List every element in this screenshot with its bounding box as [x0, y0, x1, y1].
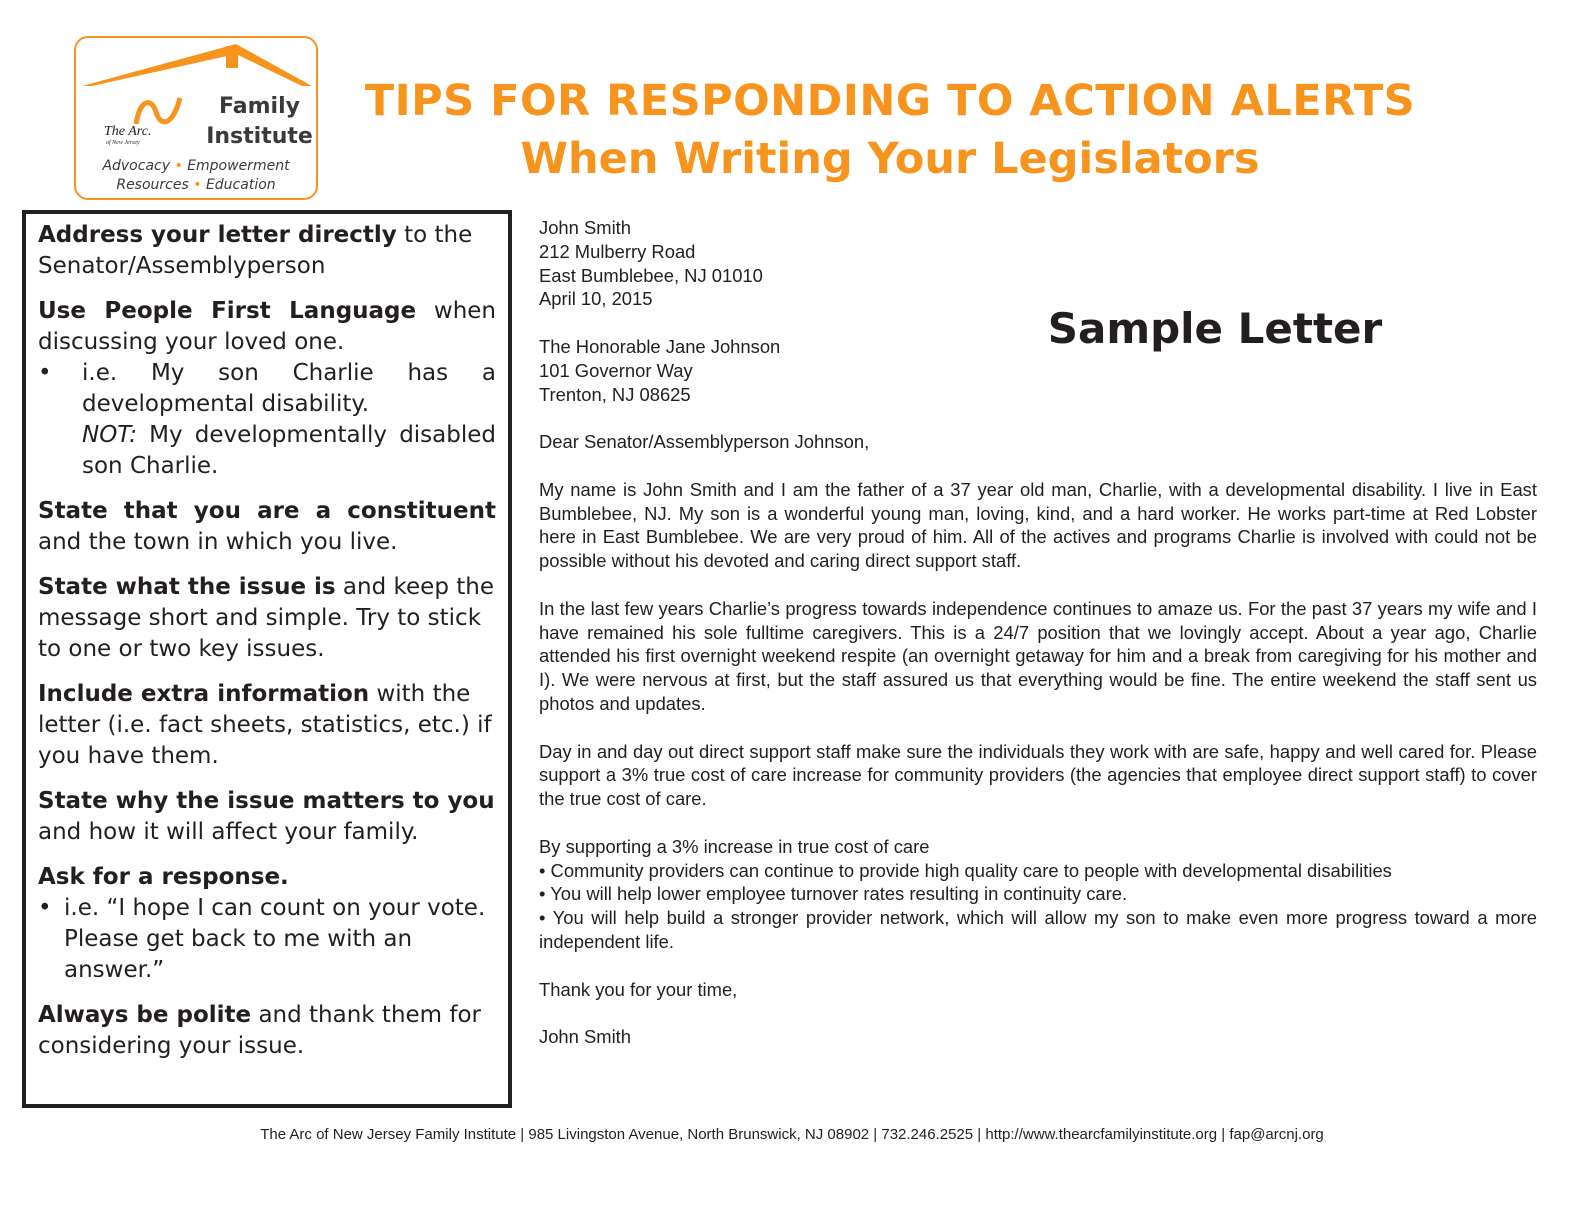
- logo-arc-name: The Arc.: [104, 124, 152, 139]
- tip-polite: [38, 1000, 496, 1062]
- tip-heading: Ask for a response.: [38, 864, 289, 890]
- page-subtitle: When Writing Your Legislators: [520, 134, 1260, 184]
- tip-address: [38, 220, 496, 282]
- tip-bullet: [38, 358, 496, 482]
- tip-text: and thank them for considering your issue.: [38, 1002, 482, 1059]
- logo-tag-education: Education: [205, 177, 276, 193]
- tip-heading: State what the issue is: [38, 574, 336, 600]
- letter-signature: John Smith: [539, 1026, 631, 1048]
- tip-heading: Always be polite: [38, 1002, 252, 1028]
- tip-text: with the letter (i.e. fact sheets, statistics, etc.) if you have them.: [38, 681, 492, 769]
- tip-response: [38, 862, 496, 986]
- recipient-address: [539, 335, 1537, 406]
- letter-paragraph: Day in and day out direct support staff make sure the individuals they work with are safe, happy and well cared for. Please support a 3% true cost of care increase for community providers (the agencies that employee direct support staff) to cover the true cost of care.: [539, 740, 1537, 810]
- tip-bullet-text: i.e. My son Charlie has a developmental disability.: [82, 360, 496, 417]
- tip-heading: State why the issue matters to you: [38, 788, 495, 814]
- sender-city: East Bumblebee, NJ 01010: [539, 264, 763, 286]
- sample-letter: [539, 216, 1537, 1073]
- family-institute-logo: [74, 36, 318, 200]
- tip-text: to the Senator/Assemblyperson: [38, 222, 473, 279]
- footer-contact-info: The Arc of New Jersey Family Institute | 985 Livingston Avenue, North Brunswick, NJ 08902 | 732.246.2525 | http://www.thearcfamilyinstitute.org | fap@arcnj.org: [260, 1126, 1324, 1143]
- sender-address: [539, 216, 1537, 311]
- tip-bullet-not-text: My developmentally disabled son Charlie.: [82, 422, 496, 479]
- logo-org-name-line2: Institute: [206, 124, 313, 149]
- logo-arc-sub: of New Jersey: [106, 140, 140, 146]
- letter-list-intro: By supporting a 3% increase in true cost of care: [539, 835, 930, 857]
- letter-list: [539, 835, 1537, 954]
- recipient-name: The Honorable Jane Johnson: [539, 335, 781, 357]
- logo-tag-advocacy: Advocacy: [102, 158, 171, 174]
- logo-org-name: [202, 92, 317, 152]
- tip-constituent: [38, 496, 496, 558]
- tip-bullet-not-label: NOT:: [82, 422, 137, 448]
- letter-list-item: • Community providers can continue to provide high quality care to people with developmental disabilities: [539, 859, 1392, 881]
- bullet-mark: •: [38, 895, 52, 921]
- tip-bullet: [38, 893, 496, 986]
- letter-closing: Thank you for your time,: [539, 978, 738, 1000]
- tip-heading: State that you are a constituent: [38, 498, 496, 524]
- letter-list-item: • You will help build a stronger provider network, which will allow my son to make even more progress toward a more independent life.: [539, 907, 1537, 952]
- tip-text: and the town in which you live.: [38, 529, 398, 555]
- salutation: Dear Senator/Assemblyperson Johnson,: [539, 431, 870, 453]
- tip-why-matters: [38, 786, 496, 848]
- tip-heading: Include extra information: [38, 681, 370, 707]
- tip-people-first: [38, 296, 496, 482]
- letter-paragraph: My name is John Smith and I am the father of a 37 year old man, Charlie, with a developmental disability. I live in East Bumblebee, NJ. My son is a wonderful young man, loving, kind, and a hard worker. He works part-time at Red Lobster here in East Bumblebee. We are very proud of him. All of the actives and programs Charlie is involved with could not be possible without his devoted and caring direct support staff.: [539, 478, 1537, 572]
- logo-org-name-line1: Family: [219, 94, 300, 119]
- tip-text: when discussing your loved one.: [38, 298, 496, 355]
- letter-list-item: • You will help lower employee turnover rates resulting in continuity care.: [539, 883, 1128, 905]
- page-title: TIPS FOR RESPONDING TO ACTION ALERTS: [364, 76, 1416, 126]
- letter-paragraph: In the last few years Charlie’s progress towards independence continues to amaze us. For the past 37 years my wife and I have remained his sole fulltime caregivers. This is a 24/7 position that we lovingly accept. About a year ago, Charlie attended his first overnight weekend respite (an overnight getaway for him and a break from caregiving for his mother and I). We were nervous at first, but the staff assured us that everything would be fine. The entire weekend the staff sent us photos and updates.: [539, 597, 1537, 714]
- tip-text: and how it will affect your family.: [38, 819, 419, 845]
- tip-issue: [38, 572, 496, 665]
- recipient-city: Trenton, NJ 08625: [539, 383, 691, 405]
- bullet-mark: •: [38, 360, 52, 386]
- logo-tag-resources: Resources: [116, 177, 189, 193]
- tip-extra-info: [38, 679, 496, 772]
- logo-tag-separator: •: [193, 177, 202, 193]
- letter-date: April 10, 2015: [539, 288, 653, 310]
- tip-heading: Address your letter directly: [38, 222, 397, 248]
- tip-bullet-text: i.e. “I hope I can count on your vote. Please get back to me with an answer.”: [64, 895, 486, 983]
- logo-tagline-2: [76, 177, 316, 193]
- tips-box: [22, 210, 512, 1108]
- arc-swirl-icon: [136, 98, 180, 124]
- tip-heading: Use People First Language: [38, 298, 417, 324]
- logo-tag-separator: •: [174, 158, 183, 174]
- tip-text: and keep the message short and simple. Try to stick to one or two key issues.: [38, 574, 494, 662]
- sender-name: John Smith: [539, 217, 631, 238]
- sample-letter-heading: Sample Letter: [1047, 304, 1383, 353]
- sender-street: 212 Mulberry Road: [539, 240, 696, 262]
- recipient-street: 101 Governor Way: [539, 359, 693, 381]
- logo-tagline-1: [76, 158, 316, 174]
- logo-tag-empowerment: Empowerment: [187, 158, 290, 174]
